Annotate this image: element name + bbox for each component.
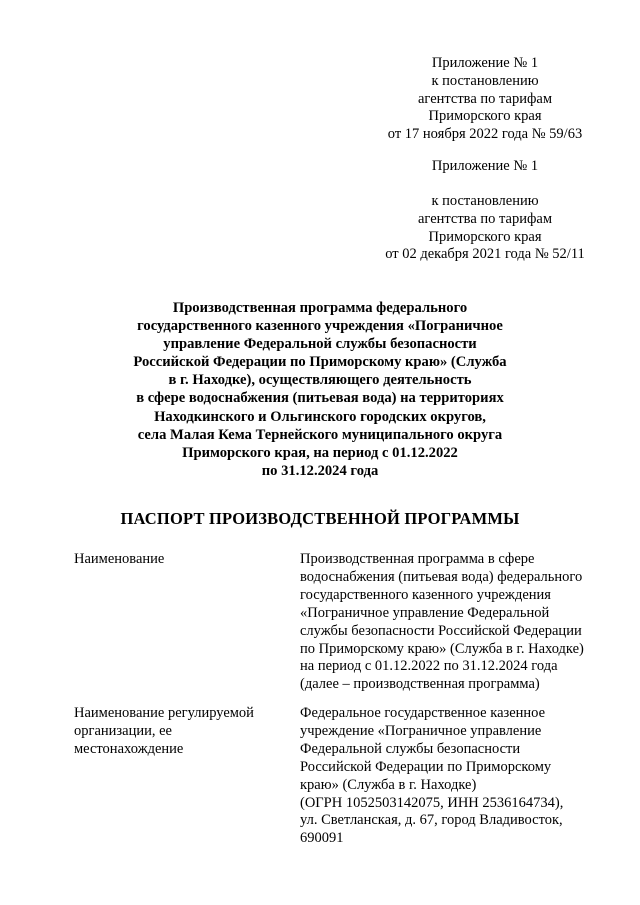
title-line: управление Федеральной службы безопасности	[163, 336, 477, 353]
value-line: (ОГРН 1052503142075, ИНН 2536164734),	[300, 794, 564, 811]
annex-original-heading-text: Приложение № 1	[431, 158, 539, 174]
annex-current-line: Приложение № 1	[431, 55, 539, 71]
title-line: государственного казенного учреждения «Пограничное	[137, 318, 503, 335]
annex-original-line: к постановлению	[431, 193, 539, 209]
label-line: Наименование	[74, 551, 165, 567]
value-line: 690091	[300, 830, 344, 847]
title-line: Находкинского и Ольгинского городских округов,	[154, 408, 486, 425]
value-line: на период с 01.12.2022 по 31.12.2024 года	[300, 658, 558, 675]
title-line: Российской Федерации по Приморскому краю» (Служба	[133, 354, 507, 371]
annex-current-line: Приморского края	[428, 108, 542, 125]
title-line: в г. Находке), осуществляющего деятельность	[168, 372, 472, 389]
value-line: (далее – производственная программа)	[300, 676, 540, 693]
annex-current-line: агентства по тарифам	[418, 90, 552, 107]
annex-original-line: Приморского края	[428, 228, 542, 245]
program-title	[60, 299, 580, 480]
value-line: службы безопасности Российской Федерации	[300, 622, 582, 639]
value-line: по Приморскому краю» (Служба в г. Находке)	[300, 640, 584, 657]
title-line: Приморского края, на период с 01.12.2022	[182, 444, 458, 461]
value-line: государственного казенного учреждения	[300, 586, 551, 603]
value-line: водоснабжения (питьевая вода) федерального	[300, 568, 583, 585]
annex-current-line: к постановлению	[431, 72, 539, 89]
passport-heading: ПАСПОРТ ПРОИЗВОДСТВЕННОЙ ПРОГРАММЫ	[120, 509, 520, 528]
annex-original-line: от 02 декабря 2021 года № 52/11	[385, 246, 585, 263]
value-line: Федеральной службы безопасности	[300, 740, 521, 757]
value-line: ул. Светланская, д. 67, город Владивосток,	[300, 812, 563, 829]
annex-original-line: агентства по тарифам	[418, 210, 552, 227]
value-line: краю» (Служба в г. Находке)	[300, 776, 477, 793]
value-line: Российской Федерации по Приморскому	[300, 758, 552, 775]
title-line: по 31.12.2024 года	[261, 462, 379, 479]
passport-row-value	[300, 551, 605, 694]
passport-row-value	[300, 705, 605, 848]
value-line: учреждение «Пограничное управление	[300, 722, 542, 739]
value-line: Производственная программа в сфере	[300, 551, 535, 567]
label-line: организации, ее	[74, 722, 172, 739]
value-line: Федеральное государственное казенное	[300, 705, 546, 721]
passport-row-label	[74, 551, 284, 569]
title-line: Производственная программа федерального	[172, 300, 468, 316]
title-line: в сфере водоснабжения (питьевая вода) на территориях	[136, 390, 504, 407]
annex-current-block	[375, 55, 595, 144]
label-line: местонахождение	[74, 740, 184, 757]
value-line: «Пограничное управление Федеральной	[300, 604, 550, 621]
title-line: села Малая Кема Тернейского муниципального округа	[137, 426, 503, 443]
passport-row-label	[74, 705, 284, 758]
annex-current-line: от 17 ноября 2022 года № 59/63	[387, 126, 583, 143]
label-line: Наименование регулируемой	[74, 705, 254, 721]
annex-original-block	[375, 193, 595, 264]
annex-original-heading	[375, 158, 595, 176]
